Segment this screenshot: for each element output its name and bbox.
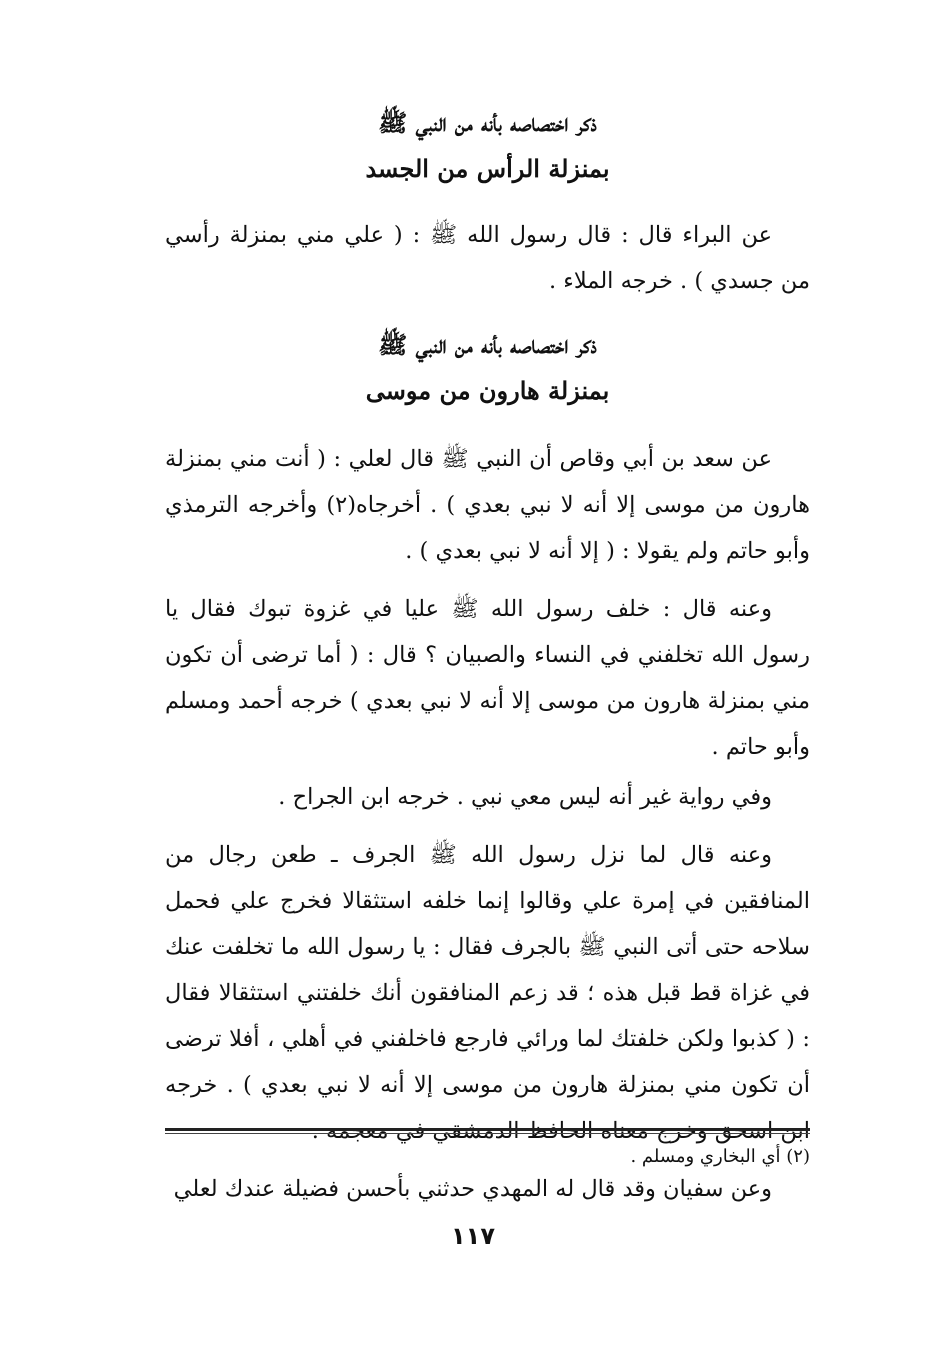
section-heading-2-line1: ذكر اختصاصه بأنه من النبي ﷺ <box>378 330 597 359</box>
section-heading-1-line2: بمنزلة الرأس من الجسد <box>365 154 610 183</box>
paragraph-jurf: وعنه قال لما نزل رسول الله ﷺ الجرف ـ طعن رجال من المنافقين في إمرة علي وقالوا إنما خلفه استثقالا فخرج علي فحمل سلاحه حتى أتى النبي ﷺ بالجرف فقال : يا رسول الله ما تخلفت عنك في غزاة قط قبل هذه ؛ قد زعم المنافقون أنك خلفتني استثقالا فقال : ( كذبوا ولكن خلفتك لما ورائي فارجع فاخلفني في أهلي ، أفلا ترضى أن تكون مني بمنزلة هارون من موسى إلا أنه لا نبي بعدي ) . خرجه ابن اسحق وخرج معناه الحافظ الدمشقي في معجمه . <box>165 842 810 1144</box>
page-body <box>165 100 810 1212</box>
footnote: (٢) أي البخاري ومسلم . <box>630 1146 810 1167</box>
section-heading-1-line1: ذكر اختصاصه بأنه من النبي ﷺ <box>378 108 597 137</box>
paragraph-tabuk: وعنه قال : خلف رسول الله ﷺ عليا في غزوة تبوك فقال يا رسول الله تخلفني في النساء والصبيان ؟ قال : ( أما ترضى أن تكون مني بمنزلة هارون من موسى إلا أنه لا نبي بعدي ) خرجه أحمد ومسلم وأبو حاتم . <box>165 596 810 760</box>
paragraph-saad: عن سعد بن أبي وقاص أن النبي ﷺ قال لعلي : ( أنت مني بمنزلة هارون من موسى إلا أنه لا نبي بعدي ) . أخرجاه(٢) وأخرجه الترمذي وأبو حاتم ولم يقولا : ( إلا أنه لا نبي بعدي ) . <box>165 446 810 564</box>
footnote-divider-thin <box>165 1133 810 1134</box>
page-number: ١١٧ <box>451 1222 495 1250</box>
footnote-divider <box>165 1128 810 1131</box>
paragraph-sufyan: وعن سفيان وقد قال له المهدي حدثني بأحسن فضيلة عندك لعلي <box>173 1176 772 1202</box>
section-heading-2-line2: بمنزلة هارون من موسى <box>365 376 610 405</box>
paragraph-riwaya: وفي رواية غير أنه ليس معي نبي . خرجه ابن الجراح . <box>278 784 772 810</box>
section-heading-1 <box>165 100 810 192</box>
section-heading-2 <box>165 322 810 414</box>
paragraph-bara: عن البراء قال : قال رسول الله ﷺ : ( علي مني بمنزلة رأسي من جسدي ) . خرجه الملاء . <box>165 222 810 294</box>
